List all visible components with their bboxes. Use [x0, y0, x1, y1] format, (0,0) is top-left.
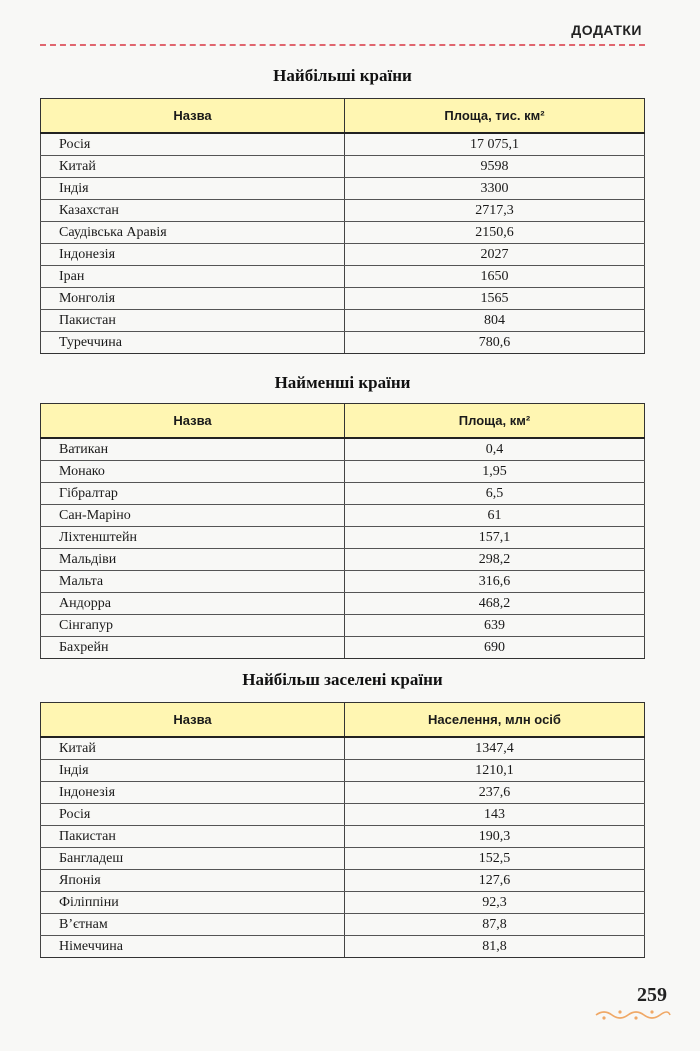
country-name-cell: Андорра	[41, 593, 345, 615]
table-row	[41, 332, 645, 354]
table-row	[41, 571, 645, 593]
value-cell: 468,2	[345, 593, 645, 615]
value-cell: 17 075,1	[345, 133, 645, 156]
table-row	[41, 438, 645, 461]
value-cell: 61	[345, 505, 645, 527]
country-name-cell: Іран	[41, 266, 345, 288]
country-name-cell: Індонезія	[41, 782, 345, 804]
table-row	[41, 461, 645, 483]
table-row	[41, 782, 645, 804]
country-name-cell: Бангладеш	[41, 848, 345, 870]
table-row	[41, 527, 645, 549]
table-row	[41, 178, 645, 200]
value-cell: 1210,1	[345, 760, 645, 782]
country-name-cell: Філіппіни	[41, 892, 345, 914]
column-header-area: Площа, тис. км²	[345, 99, 645, 134]
table-row	[41, 936, 645, 958]
table-row	[41, 310, 645, 332]
country-name-cell: Монако	[41, 461, 345, 483]
table-row	[41, 593, 645, 615]
table-row	[41, 737, 645, 760]
value-cell: 92,3	[345, 892, 645, 914]
value-cell: 9598	[345, 156, 645, 178]
table-row	[41, 244, 645, 266]
table-row	[41, 222, 645, 244]
value-cell: 298,2	[345, 549, 645, 571]
country-name-cell: В’єтнам	[41, 914, 345, 936]
column-header-name: Назва	[41, 99, 345, 134]
country-name-cell: Китай	[41, 737, 345, 760]
country-name-cell: Мальдіви	[41, 549, 345, 571]
table-row	[41, 848, 645, 870]
table-row	[41, 156, 645, 178]
table-most-populated	[40, 702, 645, 958]
country-name-cell: Саудівська Аравія	[41, 222, 345, 244]
value-cell: 316,6	[345, 571, 645, 593]
value-cell: 639	[345, 615, 645, 637]
value-cell: 1347,4	[345, 737, 645, 760]
country-name-cell: Росія	[41, 804, 345, 826]
country-name-cell: Ватикан	[41, 438, 345, 461]
country-name-cell: Китай	[41, 156, 345, 178]
value-cell: 143	[345, 804, 645, 826]
value-cell: 190,3	[345, 826, 645, 848]
country-name-cell: Індонезія	[41, 244, 345, 266]
country-name-cell: Туреччина	[41, 332, 345, 354]
section-header: ДОДАТКИ	[571, 22, 642, 38]
value-cell: 1565	[345, 288, 645, 310]
table-row	[41, 892, 645, 914]
value-cell: 1650	[345, 266, 645, 288]
table-row	[41, 483, 645, 505]
country-name-cell: Монголія	[41, 288, 345, 310]
table-row	[41, 133, 645, 156]
column-header-area: Площа, км²	[345, 404, 645, 439]
ornament-icon	[594, 1008, 672, 1022]
country-name-cell: Мальта	[41, 571, 345, 593]
country-name-cell: Ліхтенштейн	[41, 527, 345, 549]
country-name-cell: Пакистан	[41, 826, 345, 848]
table-row	[41, 288, 645, 310]
header-divider	[40, 44, 645, 46]
country-name-cell: Індія	[41, 760, 345, 782]
country-name-cell: Казахстан	[41, 200, 345, 222]
value-cell: 2150,6	[345, 222, 645, 244]
country-name-cell: Сан-Маріно	[41, 505, 345, 527]
value-cell: 2717,3	[345, 200, 645, 222]
table-row	[41, 914, 645, 936]
table-row	[41, 826, 645, 848]
table-row	[41, 760, 645, 782]
table-row	[41, 615, 645, 637]
value-cell: 127,6	[345, 870, 645, 892]
country-name-cell: Індія	[41, 178, 345, 200]
country-name-cell: Німеччина	[41, 936, 345, 958]
page-number: 259	[637, 984, 667, 1006]
country-name-cell: Пакистан	[41, 310, 345, 332]
value-cell: 0,4	[345, 438, 645, 461]
table-row	[41, 266, 645, 288]
table-row	[41, 637, 645, 659]
table-row	[41, 200, 645, 222]
value-cell: 87,8	[345, 914, 645, 936]
value-cell: 237,6	[345, 782, 645, 804]
column-header-population: Населення, млн осіб	[345, 703, 645, 738]
value-cell: 6,5	[345, 483, 645, 505]
value-cell: 780,6	[345, 332, 645, 354]
value-cell: 690	[345, 637, 645, 659]
value-cell: 157,1	[345, 527, 645, 549]
table-title-largest: Найбільші країни	[273, 66, 412, 85]
country-name-cell: Японія	[41, 870, 345, 892]
column-header-name: Назва	[41, 703, 345, 738]
value-cell: 804	[345, 310, 645, 332]
table-largest-countries	[40, 98, 645, 354]
table-title-smallest: Найменші країни	[274, 373, 411, 392]
column-header-name: Назва	[41, 404, 345, 439]
country-name-cell: Сінгапур	[41, 615, 345, 637]
country-name-cell: Гібралтар	[41, 483, 345, 505]
value-cell: 1,95	[345, 461, 645, 483]
table-row	[41, 549, 645, 571]
table-title-populated: Найбільш заселені країни	[242, 670, 443, 689]
country-name-cell: Бахрейн	[41, 637, 345, 659]
table-row	[41, 870, 645, 892]
value-cell: 2027	[345, 244, 645, 266]
table-row	[41, 505, 645, 527]
value-cell: 152,5	[345, 848, 645, 870]
country-name-cell: Росія	[41, 133, 345, 156]
value-cell: 3300	[345, 178, 645, 200]
table-row	[41, 804, 645, 826]
value-cell: 81,8	[345, 936, 645, 958]
table-smallest-countries	[40, 403, 645, 659]
